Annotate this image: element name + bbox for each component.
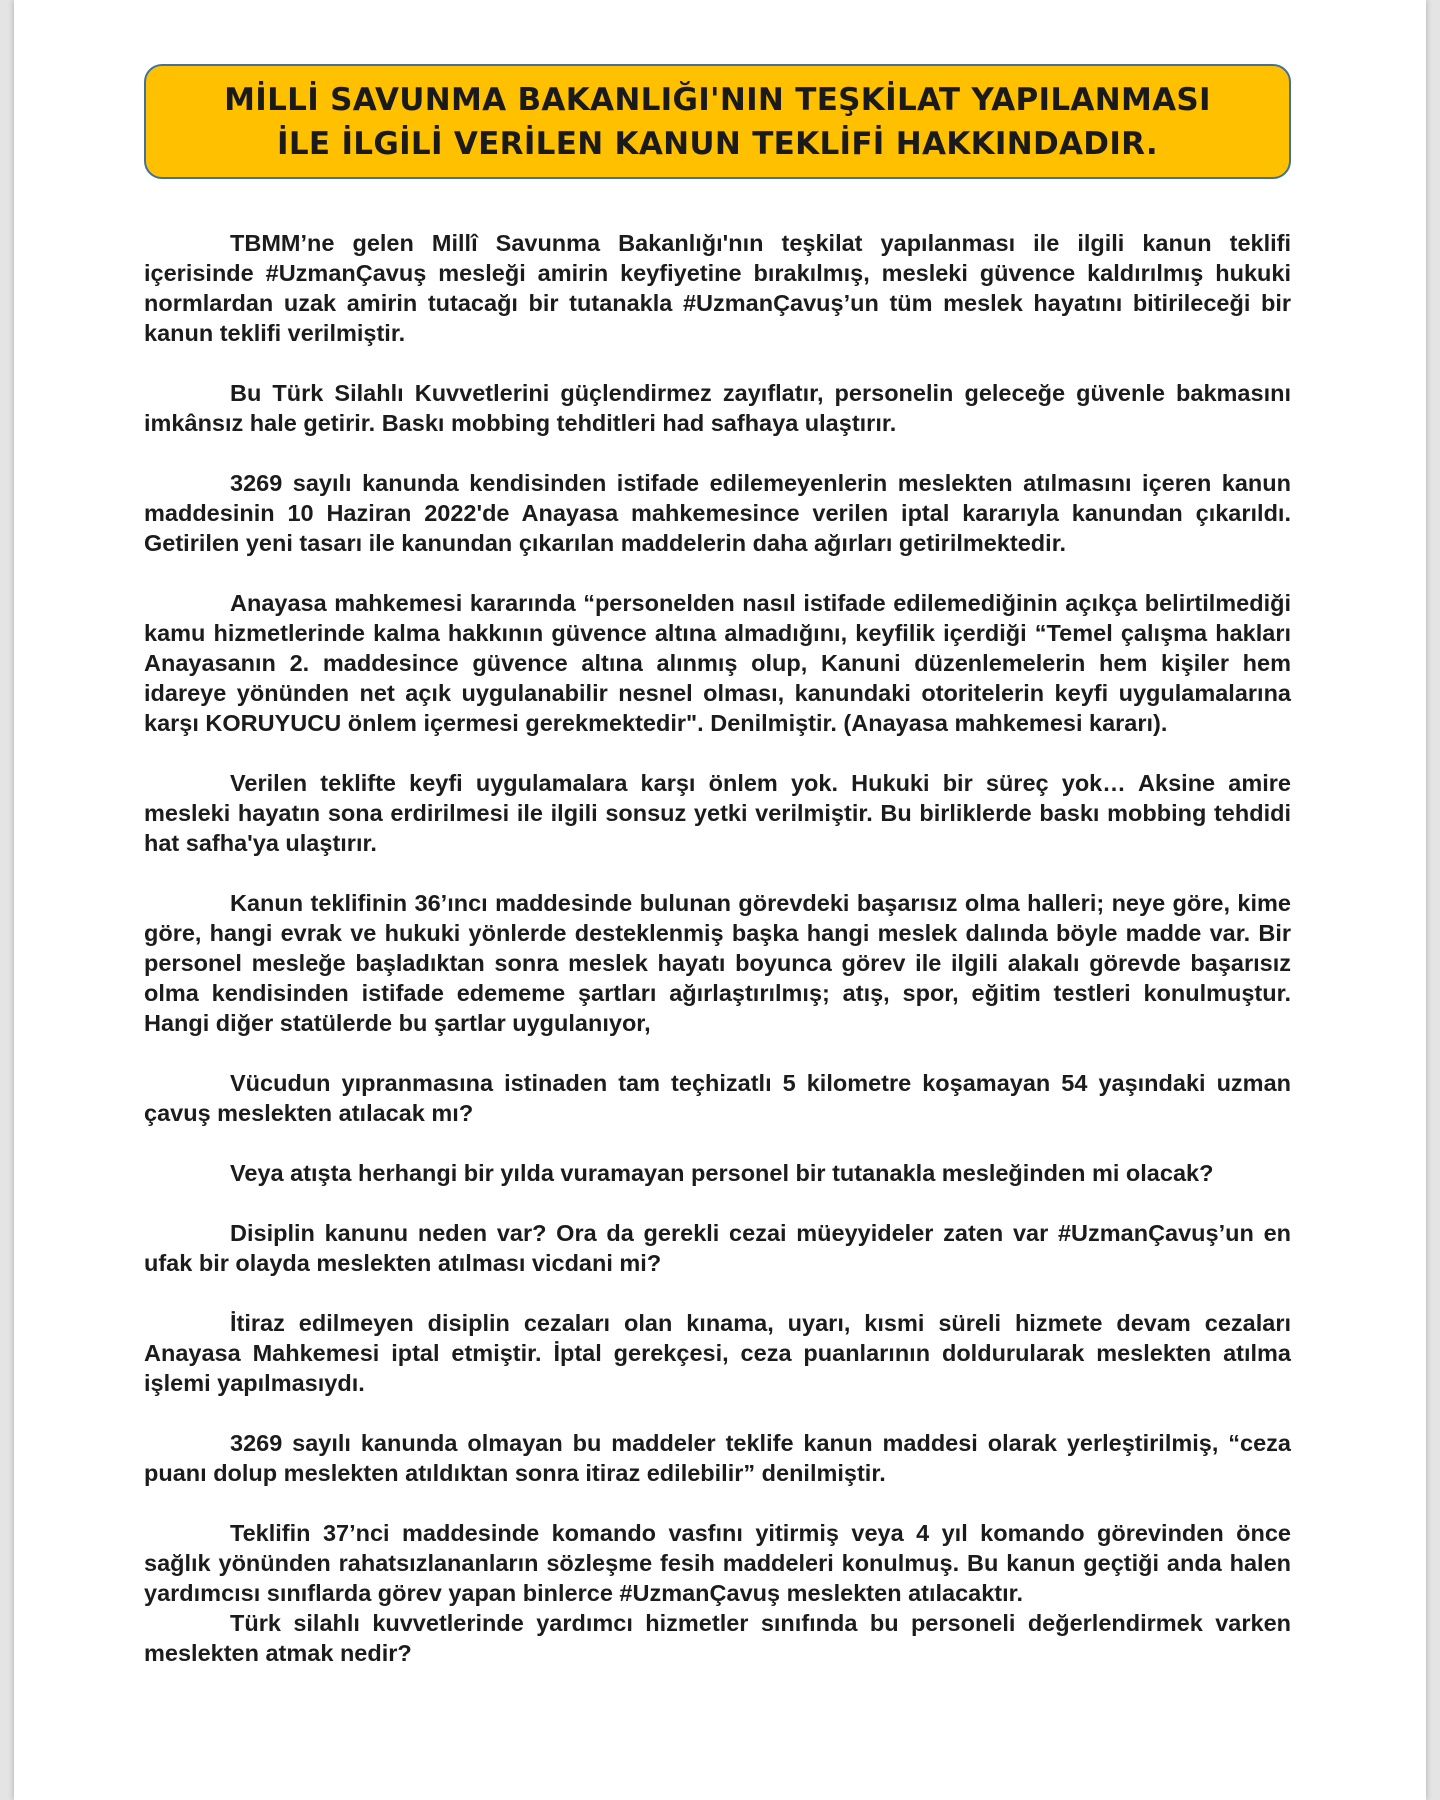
- document-body: [144, 228, 1291, 1698]
- paragraph-6: Kanun teklifinin 36’ıncı maddesinde bulunan görevdeki başarısız olma halleri; neye göre, kime göre, hangi evrak ve hukuki yönlerde desteklenmiş başka hangi meslek dalında böyle madde var. Bir personel mesleğe başladıktan sonra meslek hayatı boyunca görev ile ilgili alakalı görevde başarısız olma kendisinden istifade edememe şartları ağırlaştırılmış; atış, spor, eğitim testleri konulmuştur. Hangi diğer statülerde bu şartlar uygulanıyor,: [144, 890, 1291, 1036]
- paragraph-3: 3269 sayılı kanunda kendisinden istifade edilemeyenlerin meslekten atılmasını içeren kanun maddesinin 10 Haziran 2022'de Anayasa mahkemesince verilen iptal kararıyla kanundan çıkarıldı. Getirilen yeni tasarı ile kanundan çıkarılan maddelerin daha ağırları getirilmektedir.: [144, 470, 1291, 556]
- paragraph-12: Teklifin 37’nci maddesinde komando vasfını yitirmiş veya 4 yıl komando görevinden önce sağlık yönünden rahatsızlananların sözleşme fesih maddeleri konulmuş. Bu kanun geçtiği anda halen yardımcısı sınıflarda görev yapan binlerce #UzmanÇavuş meslekten atılacaktır.: [144, 1520, 1291, 1606]
- paragraph-8: Veya atışta herhangi bir yılda vuramayan personel bir tutanakla mesleğinden mi olacak?: [230, 1160, 1214, 1186]
- paragraph-5: Verilen teklifte keyfi uygulamalara karşı önlem yok. Hukuki bir süreç yok… Aksine amire mesleki hayatın sona erdirilmesi ile ilgili sonsuz yetki verilmiştir. Bu birliklerde baskı mobbing tehdidi hat safha'ya ulaştırır.: [144, 770, 1291, 856]
- paragraph-4: Anayasa mahkemesi kararında “personelden nasıl istifade edilemediğinin açıkça belirtilmediği kamu hizmetlerinde kalma hakkının güvence altına almadığını, keyfilik içerdiği “Temel çalışma hakları Anayasanın 2. maddesince güvence altına alınmış olup, Kanuni düzenlemelerin hem kişiler hem idareye yönünden net açık uygulanabilir nesnel olması, kanundaki otoritelerin keyfi uygulamalarına karşı KORUYUCU önlem içermesi gerekmektedir". Denilmiştir. (Anayasa mahkemesi kararı).: [144, 590, 1291, 736]
- paragraph-10: İtiraz edilmeyen disiplin cezaları olan kınama, uyarı, kısmi süreli hizmete devam cezaları Anayasa Mahkemesi iptal etmiştir. İptal gerekçesi, ceza puanlarının doldurularak meslekten atılma işlemi yapılmasıydı.: [144, 1310, 1291, 1396]
- paragraph-7: Vücudun yıpranmasına istinaden tam teçhizatlı 5 kilometre koşamayan 54 yaşındaki uzman çavuş meslekten atılacak mı?: [144, 1070, 1291, 1126]
- paragraph-11: 3269 sayılı kanunda olmayan bu maddeler teklife kanun maddesi olarak yerleştirilmiş, “ceza puanı dolup meslekten atıldıktan sonra itiraz edilebilir” denilmiştir.: [144, 1430, 1291, 1486]
- title-line-2: İLE İLGİLİ VERİLEN KANUN TEKLİFİ HAKKINDADIR.: [276, 125, 1158, 162]
- title-banner: [144, 64, 1291, 179]
- paragraph-2: Bu Türk Silahlı Kuvvetlerini güçlendirmez zayıflatır, personelin geleceğe güvenle bakmasını imkânsız hale getirir. Baskı mobbing tehditleri had safhaya ulaştırır.: [144, 380, 1291, 436]
- document-page: [14, 0, 1426, 1800]
- paragraph-13: Türk silahlı kuvvetlerinde yardımcı hizmetler sınıfında bu personeli değerlendirmek varken meslekten atmak nedir?: [144, 1610, 1291, 1666]
- paragraph-1: TBMM’ne gelen Millî Savunma Bakanlığı'nın teşkilat yapılanması ile ilgili kanun teklifi içerisinde #UzmanÇavuş mesleği amirin keyfiyetine bırakılmış, mesleki güvence kaldırılmış hukuki normlardan uzak amirin tutacağı bir tutanakla #UzmanÇavuş’un tüm meslek hayatını bitirileceği bir kanun teklifi verilmiştir.: [144, 230, 1291, 346]
- title-line-1: MİLLİ SAVUNMA BAKANLIĞI'NIN TEŞKİLAT YAPILANMASI: [224, 81, 1211, 118]
- paragraph-9: Disiplin kanunu neden var? Ora da gerekli cezai müeyyideler zaten var #UzmanÇavuş’un en ufak bir olayda meslekten atılması vicdani mi?: [144, 1220, 1291, 1276]
